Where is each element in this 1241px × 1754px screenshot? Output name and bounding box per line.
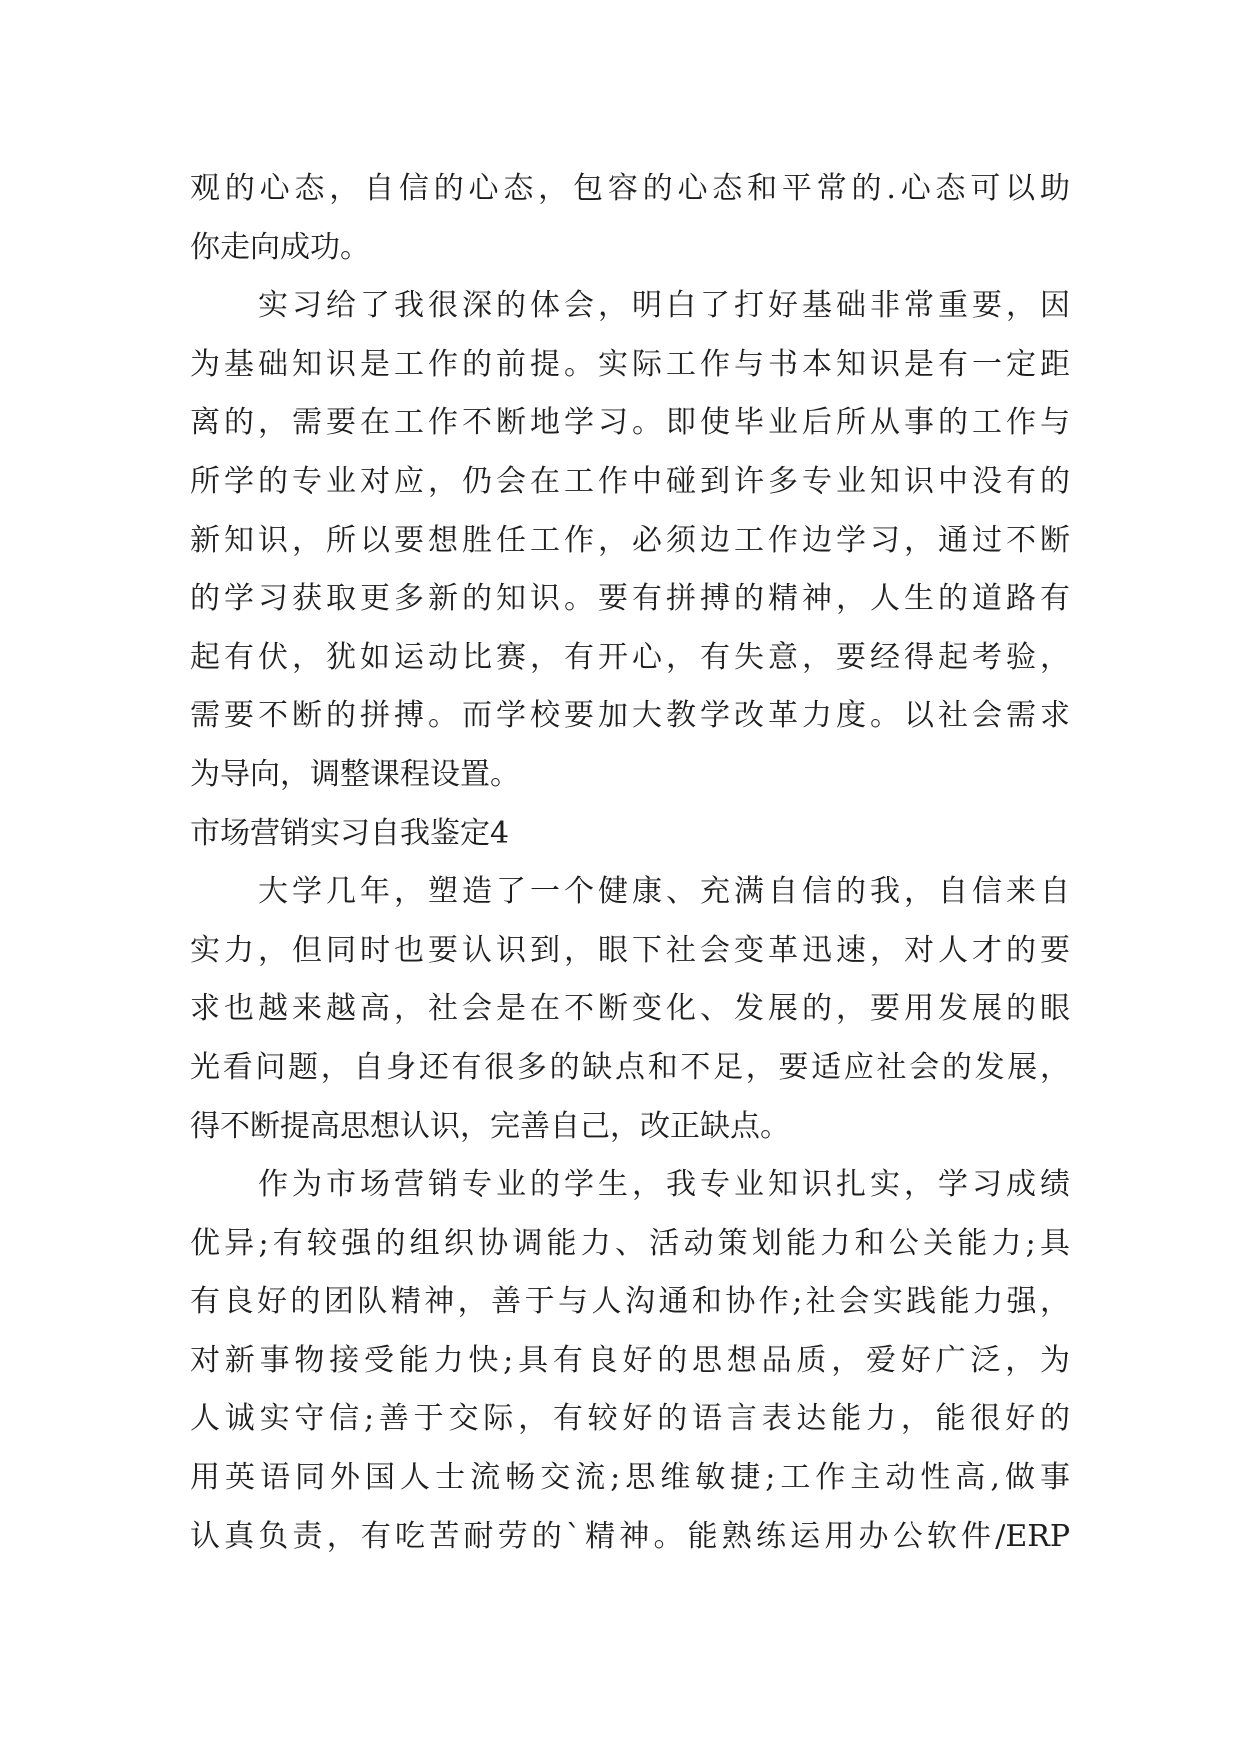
paragraph-start-line: 大学几年，塑造了一个健康、充满自信的我，自信来自 [258,874,1070,910]
text-line: 优异;有较强的组织协调能力、活动策划能力和公关能力;具 [190,1225,1070,1261]
text-line: 光看问题，自身还有很多的缺点和不足，要适应社会的发展， [190,1049,1070,1085]
paragraph-start-line: 作为市场营销专业的学生，我专业知识扎实，学习成绩 [258,1167,1070,1203]
text-line: 有良好的团队精神，善于与人沟通和协作;社会实践能力强， [190,1284,1070,1320]
document-body [190,160,1070,1566]
text-line: 求也越来越高，社会是在不断变化、发展的，要用发展的眼 [190,991,1070,1027]
paragraph-start-line: 实习给了我很深的体会，明白了打好基础非常重要，因 [258,288,1070,324]
text-line: 用英语同外国人士流畅交流;思维敏捷;工作主动性高,做事 [190,1460,1070,1496]
text-line: 的学习获取更多新的知识。要有拼搏的精神，人生的道路有 [190,581,1070,617]
text-line: 离的，需要在工作不断地学习。即使毕业后所从事的工作与 [190,405,1070,441]
text-line: 认真负责，有吃苦耐劳的`精神。能熟练运用办公软件/ERP [190,1518,1070,1554]
text-line: 需要不断的拼搏。而学校要加大教学改革力度。以社会需求 [190,698,1070,734]
text-line: 新知识，所以要想胜任工作，必须边工作边学习，通过不断 [190,522,1070,558]
text-line: 观的心态，自信的心态，包容的心态和平常的.心态可以助 [190,171,1070,206]
text-line: 所学的专业对应，仍会在工作中碰到许多专业知识中没有的 [190,463,1070,499]
text-line: 你走向成功。 [190,229,370,265]
section-heading: 市场营销实习自我鉴定4 [190,815,510,851]
text-line: 起有伏，犹如运动比赛，有开心，有失意，要经得起考验， [190,639,1070,675]
text-line: 得不断提高思想认识，完善自己，改正缺点。 [190,1108,790,1144]
text-line: 实力，但同时也要认识到，眼下社会变革迅速，对人才的要 [190,932,1070,968]
text-line: 为基础知识是工作的前提。实际工作与书本知识是有一定距 [190,346,1070,382]
text-line: 人诚实守信;善于交际，有较好的语言表达能力，能很好的 [190,1401,1070,1437]
text-line: 对新事物接受能力快;具有良好的思想品质，爱好广泛，为 [190,1342,1070,1378]
text-line: 为导向，调整课程设置。 [190,756,520,792]
